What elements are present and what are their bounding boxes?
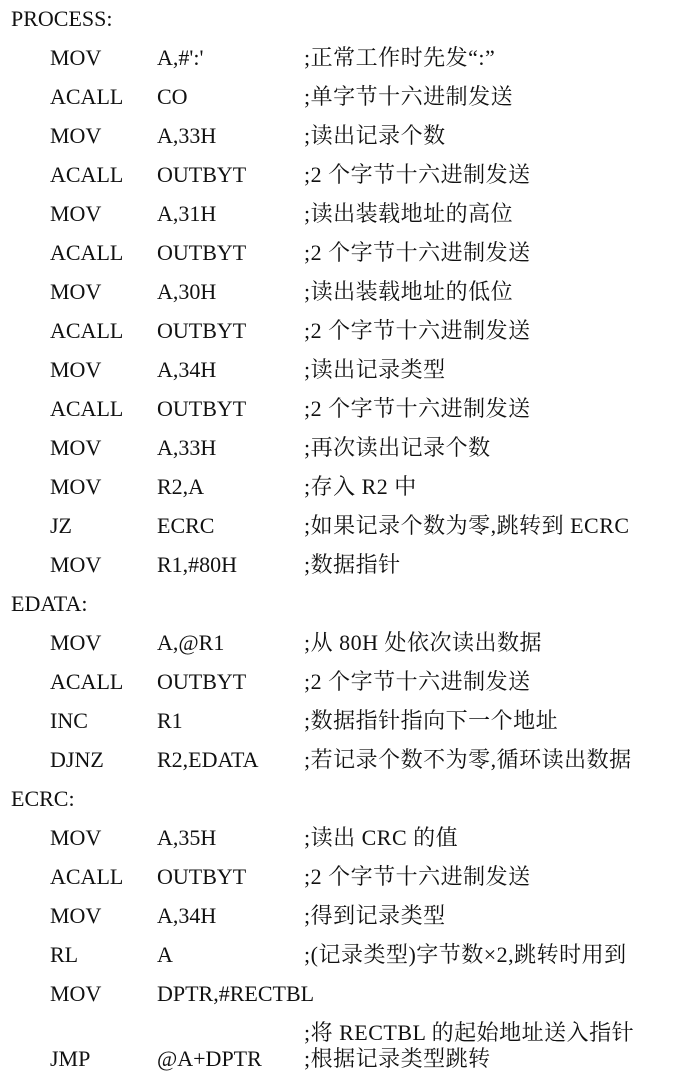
instruction-operand: OUTBYT (157, 162, 247, 187)
code-line (0, 858, 691, 896)
instruction-comment: ;读出记录类型 (304, 357, 446, 382)
code-line (0, 312, 691, 350)
instruction-opcode: MOV (50, 201, 102, 226)
instruction-operand: OUTBYT (157, 318, 247, 343)
instruction-operand: OUTBYT (157, 669, 247, 694)
instruction-comment: ;数据指针指向下一个地址 (304, 708, 559, 733)
instruction-operand: A,#':' (157, 45, 204, 70)
code-line (0, 429, 691, 467)
instruction-operand: A,@R1 (157, 630, 225, 655)
instruction-comment: ;(记录类型)字节数×2,跳转时用到 (304, 942, 627, 967)
code-line (0, 897, 691, 935)
instruction-opcode: INC (50, 708, 88, 733)
instruction-operand: CO (157, 84, 188, 109)
instruction-comment: ;2 个字节十六进制发送 (304, 162, 531, 187)
code-line (0, 741, 691, 779)
code-line (0, 0, 691, 38)
instruction-comment: ;2 个字节十六进制发送 (304, 864, 531, 889)
code-line (0, 936, 691, 974)
instruction-comment: ;读出装载地址的高位 (304, 201, 514, 226)
instruction-operand: OUTBYT (157, 240, 247, 265)
instruction-opcode: DJNZ (50, 747, 104, 772)
code-line (0, 117, 691, 155)
instruction-comment: ;单字节十六进制发送 (304, 84, 514, 109)
instruction-comment: ;读出记录个数 (304, 123, 446, 148)
instruction-comment: ;数据指针 (304, 552, 401, 577)
instruction-opcode: MOV (50, 123, 102, 148)
code-line (0, 468, 691, 506)
instruction-operand: R2,EDATA (157, 747, 259, 772)
instruction-comment: ;将 RECTBL 的起始地址送入指针 (304, 1020, 635, 1045)
instruction-operand: A,34H (157, 357, 217, 382)
instruction-comment: ;2 个字节十六进制发送 (304, 318, 531, 343)
code-line (0, 1040, 691, 1078)
code-line (0, 39, 691, 77)
instruction-operand: DPTR,#RECTBL (157, 981, 315, 1006)
instruction-comment: ;存入 R2 中 (304, 474, 417, 499)
instruction-comment: ;从 80H 处依次读出数据 (304, 630, 543, 655)
code-line (0, 234, 691, 272)
instruction-comment: ;根据记录类型跳转 (304, 1046, 491, 1071)
code-line (0, 585, 691, 623)
instruction-opcode: MOV (50, 981, 102, 1006)
code-label: EDATA: (11, 591, 88, 616)
instruction-comment: ;再次读出记录个数 (304, 435, 491, 460)
instruction-operand: @A+DPTR (157, 1046, 262, 1071)
instruction-opcode: MOV (50, 630, 102, 655)
instruction-opcode: ACALL (50, 669, 124, 694)
instruction-opcode: JMP (50, 1046, 91, 1071)
code-label: ECRC: (11, 786, 75, 811)
instruction-comment: ;若记录个数不为零,循环读出数据 (304, 747, 632, 772)
instruction-comment: ;读出装载地址的低位 (304, 279, 514, 304)
instruction-operand: ECRC (157, 513, 215, 538)
instruction-opcode: MOV (50, 474, 102, 499)
instruction-operand: A (157, 942, 173, 967)
instruction-operand: A,30H (157, 279, 217, 304)
instruction-comment: ;得到记录类型 (304, 903, 446, 928)
instruction-operand: R1,#80H (157, 552, 238, 577)
instruction-operand: OUTBYT (157, 396, 247, 421)
instruction-opcode: MOV (50, 903, 102, 928)
instruction-opcode: MOV (50, 825, 102, 850)
instruction-opcode: MOV (50, 279, 102, 304)
code-line (0, 78, 691, 116)
code-line (0, 546, 691, 584)
instruction-opcode: ACALL (50, 84, 124, 109)
code-line (0, 663, 691, 701)
code-line (0, 390, 691, 428)
instruction-opcode: ACALL (50, 162, 124, 187)
instruction-opcode: ACALL (50, 396, 124, 421)
instruction-opcode: MOV (50, 435, 102, 460)
instruction-opcode: ACALL (50, 318, 124, 343)
instruction-comment: ;正常工作时先发“:” (304, 45, 496, 70)
code-line (0, 819, 691, 857)
instruction-comment: ;读出 CRC 的值 (304, 825, 459, 850)
instruction-comment: ;2 个字节十六进制发送 (304, 240, 531, 265)
instruction-opcode: ACALL (50, 864, 124, 889)
instruction-comment: ;2 个字节十六进制发送 (304, 669, 531, 694)
instruction-opcode: MOV (50, 45, 102, 70)
instruction-opcode: MOV (50, 552, 102, 577)
instruction-operand: A,34H (157, 903, 217, 928)
code-line (0, 975, 691, 1013)
code-line (0, 195, 691, 233)
code-label: PROCESS: (11, 6, 113, 31)
instruction-operand: A,35H (157, 825, 217, 850)
instruction-operand: A,33H (157, 435, 217, 460)
code-line (0, 156, 691, 194)
code-line (0, 624, 691, 662)
instruction-opcode: MOV (50, 357, 102, 382)
code-line (0, 507, 691, 545)
instruction-operand: A,31H (157, 201, 217, 226)
code-line (0, 780, 691, 818)
instruction-opcode: JZ (50, 513, 72, 538)
instruction-comment: ;如果记录个数为零,跳转到 ECRC (304, 513, 630, 538)
code-line (0, 702, 691, 740)
code-line (0, 351, 691, 389)
instruction-opcode: RL (50, 942, 79, 967)
instruction-operand: OUTBYT (157, 864, 247, 889)
instruction-operand: R1 (157, 708, 183, 733)
instruction-opcode: ACALL (50, 240, 124, 265)
code-line (0, 273, 691, 311)
instruction-operand: R2,A (157, 474, 205, 499)
instruction-comment: ;2 个字节十六进制发送 (304, 396, 531, 421)
instruction-operand: A,33H (157, 123, 217, 148)
